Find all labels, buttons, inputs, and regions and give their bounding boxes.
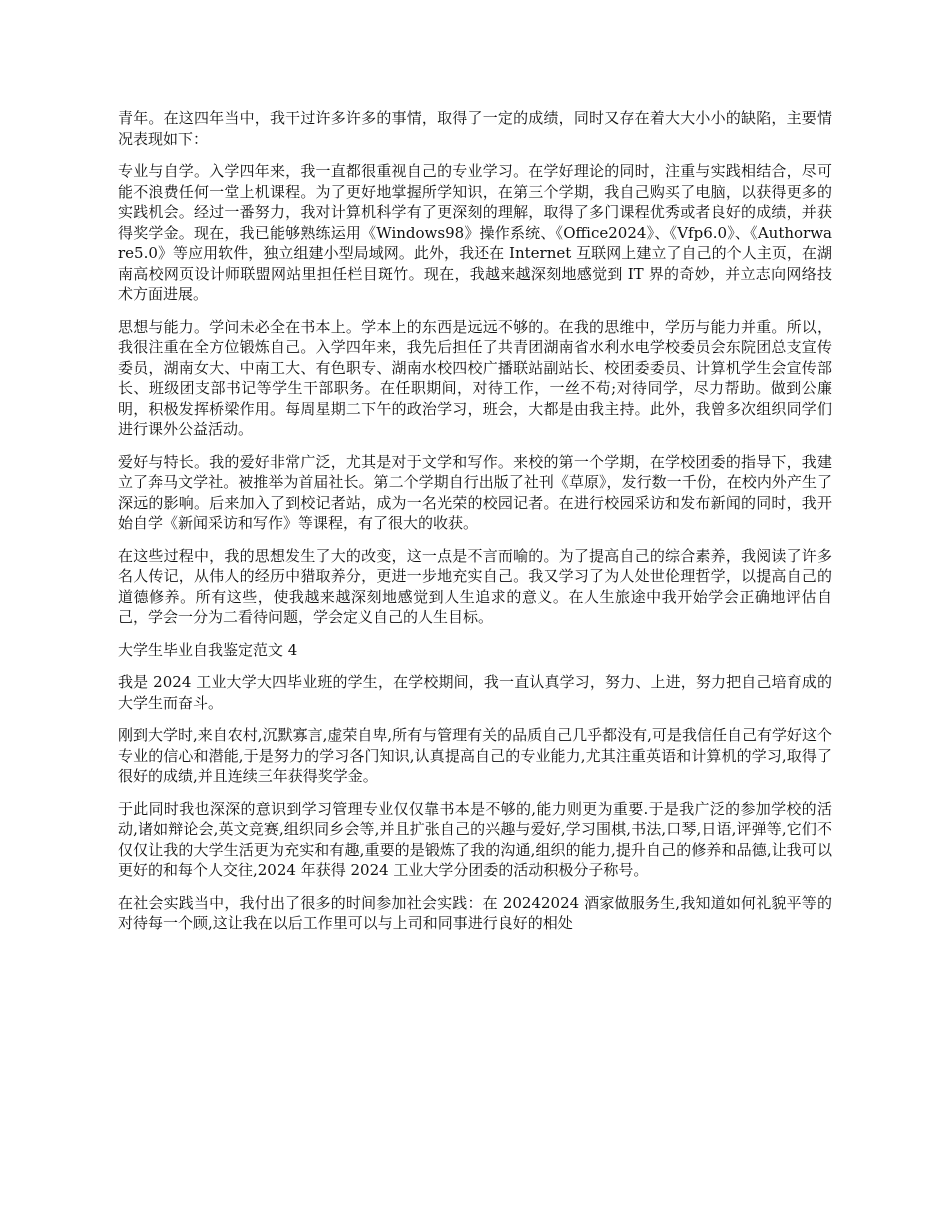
paragraph-hobbies: 爱好与特长。我的爱好非常广泛，尤其是对于文学和写作。来校的第一个学期，在学校团委的指导下，我建立了奔马文学社。被推举为首届社长。第二个学期自行出版了社刊《草原》，发行数一千份，在校内外产生了深远的影响。后来加入了到校记者站，成为一名光荣的校园记者。在进行校园采访和发布新闻的同时，我开始自学《新闻采访和写作》等课程，有了很大的收获。 xyxy=(118,452,832,532)
paragraph-intro: 青年。在这四年当中，我干过许多许多的事情，取得了一定的成绩，同时又存在着大大小小的缺陷，主要情况表现如下： xyxy=(118,109,832,148)
paragraph-first-year: 刚到大学时,来自农村,沉默寡言,虚荣自卑,所有与管理有关的品质自己几乎都没有,可是我信任自己有学好这个专业的信心和潜能,于是努力的学习各门知识,认真提高自己的专业能力,尤其注重英语和计算机的学习,取得了很好的成绩,并且连续三年获得奖学金。 xyxy=(118,726,832,785)
paragraph-activities: 于此同时我也深深的意识到学习管理专业仅仅靠书本是不够的,能力则更为重要.于是我广泛的参加学校的活动,诸如辩论会,英文竞赛,组织同乡会等,并且扩张自己的兴趣与爱好,学习围棋,书法,口琴,日语,评弹等,它们不仅仅让我的大学生活更为充实和有趣,重要的是锻炼了我的沟通,组织的能力,提升自己的修养和品德,让我可以更好的和每个人交往,2024 年获得 2024 工业大学分团委的活动积极分子称号。 xyxy=(118,799,832,879)
paragraph-self-introduction: 我是 2024 工业大学大四毕业班的学生，在学校期间，我一直认真学习，努力、上进，努力把自己培育成的大学生而奋斗。 xyxy=(118,673,832,712)
section-heading: 大学生毕业自我鉴定范文 4 xyxy=(118,640,298,659)
paragraph-thought-and-ability: 思想与能力。学问未必全在书本上。学本上的东西是远远不够的。在我的思维中，学历与能力并重。所以，我很注重在全方位锻炼自己。入学四年来，我先后担任了共青团湖南省水利水电学校委员会东院团总支宣传委员，湖南女大、中南工大、有色职专、湖南水校四校广播联站副站长、校团委委员、计算机学生会宣传部长、班级团支部书记等学生干部职务。在任职期间，对待工作，一丝不苟;对待同学，尽力帮助。做到公廉明，积极发挥桥梁作用。每周星期二下午的政治学习，班会，大都是由我主持。此外，我曾多次组织同学们进行课外公益活动。 xyxy=(118,317,832,438)
paragraph-social-practice: 在社会实践当中，我付出了很多的时间参加社会实践：在 20242024 酒家做服务生,我知道如何礼貌平等的对待每一个顾,这让我在以后工作里可以与上司和同事进行良好的相处 xyxy=(118,893,832,932)
paragraph-major-and-self-study: 专业与自学。入学四年来，我一直都很重视自己的专业学习。在学好理论的同时，注重与实践相结合，尽可能不浪费任何一堂上机课程。为了更好地掌握所学知识，在第三个学期，我自己购买了电脑，以获得更多的实践机会。经过一番努力，我对计算机科学有了更深刻的理解，取得了多门课程优秀或者良好的成绩，并获得奖学金。现在，我已能够熟练运用《Windows98》操作系统、《Office2024》、《Vfp6.0》、《Authorware5.0》等应用软件，独立组建小型局域网。此外，我还在 Internet 互联网上建立了自己的个人主页，在湖南高校网页设计师联盟网站里担任栏目斑竹。现在，我越来越深刻地感觉到 IT 界的奇妙，并立志向网络技术方面进展。 xyxy=(118,162,832,303)
paragraph-growth: 在这些过程中，我的思想发生了大的改变，这一点是不言而喻的。为了提高自己的综合素养，我阅读了许多名人传记，从伟人的经历中猎取养分，更进一步地充实自己。我又学习了为人处世伦理哲学，以提高自己的道德修养。所有这些，使我越来越深刻地感觉到人生追求的意义。在人生旅途中我开始学会正确地评估自己，学会一分为二看待问题，学会定义自己的人生目标。 xyxy=(118,546,832,626)
